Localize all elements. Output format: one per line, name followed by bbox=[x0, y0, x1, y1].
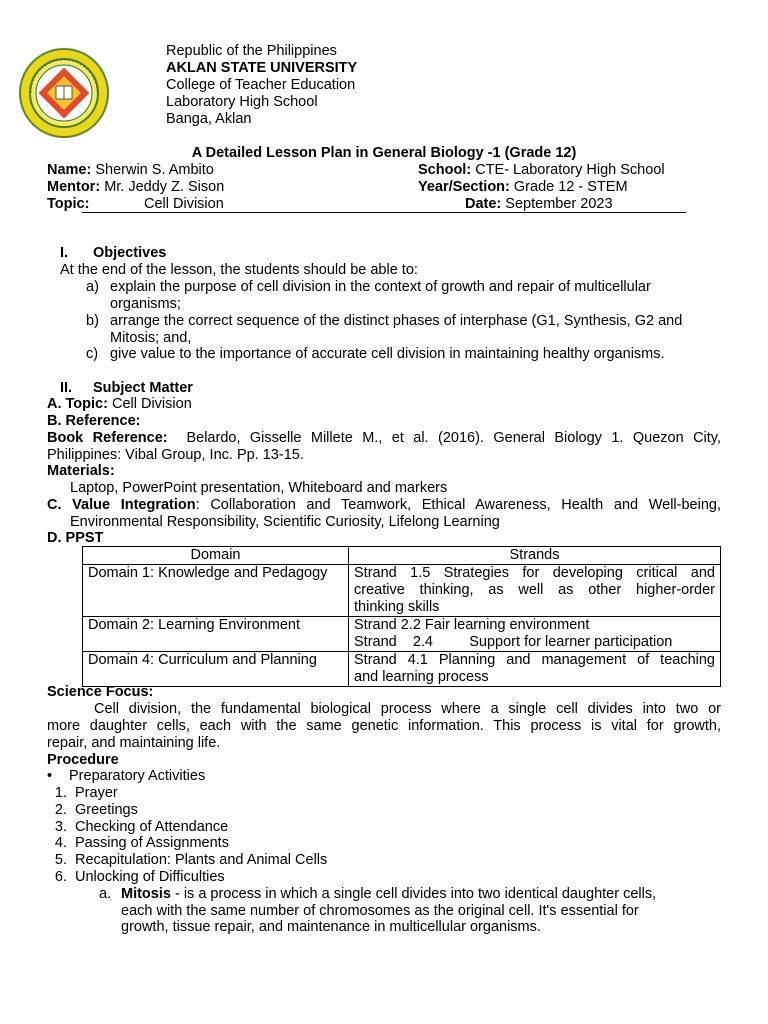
objective-item bbox=[86, 346, 665, 363]
domain-cell: Domain 2: Learning Environment bbox=[83, 617, 349, 652]
list-text: Checking of Attendance bbox=[75, 819, 229, 835]
mitosis-definition bbox=[99, 886, 656, 903]
date-label: Date: bbox=[465, 196, 502, 212]
strand-line: Strand 1.5 Strategies for developing critical and bbox=[354, 565, 715, 581]
name-field bbox=[47, 162, 214, 179]
objectives-heading bbox=[60, 245, 166, 262]
list-number: 5. bbox=[54, 852, 67, 868]
ppst-label: D. PPST bbox=[47, 530, 104, 546]
school-name: Laboratory High School bbox=[166, 94, 318, 110]
ppst-table bbox=[82, 546, 721, 687]
objective-text: give value to the importance of accurate cell division in maintaining healthy organisms. bbox=[110, 346, 665, 362]
list-text: Passing of Assignments bbox=[75, 835, 229, 851]
subject-heading bbox=[60, 380, 193, 397]
list-number: 2. bbox=[54, 802, 67, 818]
objectives-intro: At the end of the lesson, the students should be able to: bbox=[60, 262, 418, 278]
strand-line: Strand 2.2 Fair learning environment bbox=[354, 617, 590, 633]
subject-topic-value: Cell Division bbox=[111, 396, 192, 412]
mitosis-line2: each with the same number of chromosomes as the original cell. It's essential for bbox=[121, 903, 639, 919]
objective-text: explain the purpose of cell division in the context of growth and repair of multicellular bbox=[110, 279, 651, 295]
topic-field bbox=[47, 196, 89, 213]
mentor-value: Mr. Jeddy Z. Sison bbox=[104, 179, 225, 195]
science-focus-line1: Cell division, the fundamental biological process where a single cell divides into two or bbox=[94, 701, 721, 717]
objective-item bbox=[86, 279, 651, 296]
domain-cell: Domain 4: Curriculum and Planning bbox=[83, 652, 349, 687]
strand-line: creative thinking, as well as other higher-order bbox=[354, 582, 715, 598]
list-item bbox=[45, 819, 228, 836]
strands-cell bbox=[349, 617, 721, 652]
table-row bbox=[83, 617, 721, 652]
subject-topic bbox=[47, 396, 192, 413]
value-integration-line2: Environmental Responsibility, Scientific Curiosity, Lifelong Learning bbox=[70, 514, 500, 530]
date-field bbox=[465, 196, 613, 213]
list-number: 1. bbox=[54, 785, 67, 801]
value-integration-label: C. Value Integration bbox=[47, 497, 196, 513]
objective-label: b) bbox=[86, 313, 99, 329]
strand-line: thinking skills bbox=[354, 599, 440, 615]
subject-topic-label: A. Topic: bbox=[47, 396, 108, 412]
list-item bbox=[45, 869, 225, 886]
book-reference-label: Book Reference: bbox=[47, 430, 168, 446]
objective-text: arrange the correct sequence of the distinct phases of interphase (G1, Synthesis, G2 and bbox=[110, 313, 683, 329]
objective-text-cont: organisms; bbox=[110, 296, 181, 312]
letterhead bbox=[166, 43, 357, 128]
table-row bbox=[83, 565, 721, 617]
list-text: Greetings bbox=[75, 802, 138, 818]
objective-text-cont: Mitosis; and, bbox=[110, 330, 192, 346]
year-field bbox=[418, 179, 628, 196]
strands-cell bbox=[349, 652, 721, 687]
header-divider bbox=[82, 212, 686, 213]
materials-value: Laptop, PowerPoint presentation, Whiteboard and markers bbox=[70, 480, 448, 496]
value-integration bbox=[47, 497, 721, 514]
name-label: Name: bbox=[47, 162, 92, 178]
mentor-label: Mentor: bbox=[47, 179, 101, 195]
objective-item bbox=[86, 313, 682, 330]
book-reference bbox=[47, 430, 721, 447]
science-focus-line2: more daughter cells, each with the same genetic information. This process is vital for growth, bbox=[47, 718, 721, 734]
school-label: School: bbox=[418, 162, 472, 178]
list-item bbox=[45, 852, 327, 869]
year-label: Year/Section: bbox=[418, 179, 510, 195]
list-number: 4. bbox=[54, 835, 67, 851]
mitosis-line3: growth, tissue repair, and maintenance in multicellular organisms. bbox=[121, 919, 541, 935]
science-focus-heading: Science Focus: bbox=[47, 684, 154, 700]
school-field bbox=[418, 162, 665, 179]
topic-value: Cell Division bbox=[144, 196, 224, 212]
list-text: Unlocking of Difficulties bbox=[75, 869, 225, 885]
list-item bbox=[45, 785, 118, 802]
country-line: Republic of the Philippines bbox=[166, 43, 337, 59]
name-value: Sherwin S. Ambito bbox=[95, 162, 214, 178]
objectives-number: I. bbox=[60, 245, 69, 261]
preparatory-label: Preparatory Activities bbox=[69, 768, 206, 784]
reference-label: B. Reference: bbox=[47, 413, 141, 429]
mentor-field bbox=[47, 179, 224, 196]
school-value: CTE- Laboratory High School bbox=[475, 162, 665, 178]
list-text: Prayer bbox=[75, 785, 118, 801]
science-focus-line3: repair, and maintaining life. bbox=[47, 735, 221, 751]
date-value: September 2023 bbox=[505, 196, 613, 212]
strands-cell bbox=[349, 565, 721, 617]
preparatory-activities bbox=[47, 768, 205, 785]
topic-label: Topic: bbox=[47, 196, 90, 212]
list-number: 3. bbox=[54, 819, 67, 835]
objectives-title: Objectives bbox=[93, 245, 167, 261]
table-row bbox=[83, 652, 721, 687]
strand-line: Strand 2.4 Support for learner participation bbox=[354, 634, 673, 650]
domain-cell: Domain 1: Knowledge and Pedagogy bbox=[83, 565, 349, 617]
list-text: Recapitulation: Plants and Animal Cells bbox=[75, 852, 328, 868]
mitosis-term: Mitosis bbox=[121, 886, 171, 902]
objective-label: a) bbox=[86, 279, 99, 295]
table-header-row bbox=[83, 547, 721, 565]
location-line: Banga, Aklan bbox=[166, 111, 252, 127]
strand-line: and learning process bbox=[354, 669, 489, 685]
list-number: 6. bbox=[54, 869, 67, 885]
university-name: AKLAN STATE UNIVERSITY bbox=[166, 60, 358, 76]
year-value: Grade 12 - STEM bbox=[513, 179, 628, 195]
domain-column-header: Domain bbox=[83, 547, 349, 565]
mitosis-line1: - is a process in which a single cell divides into two identical daughter cells, bbox=[170, 886, 657, 902]
book-reference-line1: Belardo, Gisselle Millete M., et al. (2016). General Biology 1. Quezon City, bbox=[186, 430, 721, 446]
book-reference-line2: Philippines: Vibal Group, Inc. Pp. 13-15. bbox=[47, 447, 304, 463]
subject-title: Subject Matter bbox=[93, 380, 193, 396]
bullet: • bbox=[47, 768, 53, 784]
list-item bbox=[45, 802, 138, 819]
objective-label: c) bbox=[86, 346, 99, 362]
value-integration-line1: : Collaboration and Teamwork, Ethical Awareness, Health and Well-being, bbox=[195, 497, 721, 513]
strand-line: Strand 4.1 Planning and management of teaching bbox=[354, 652, 715, 668]
subject-number: II. bbox=[60, 380, 73, 396]
university-seal-icon bbox=[19, 48, 109, 138]
strands-column-header: Strands bbox=[349, 547, 721, 565]
document-title: A Detailed Lesson Plan in General Biology -1 (Grade 12) bbox=[191, 145, 577, 161]
list-item bbox=[45, 835, 229, 852]
mitosis-label: a. bbox=[99, 886, 112, 902]
materials-label: Materials: bbox=[47, 463, 115, 479]
procedure-heading: Procedure bbox=[47, 752, 119, 768]
college-name: College of Teacher Education bbox=[166, 77, 356, 93]
